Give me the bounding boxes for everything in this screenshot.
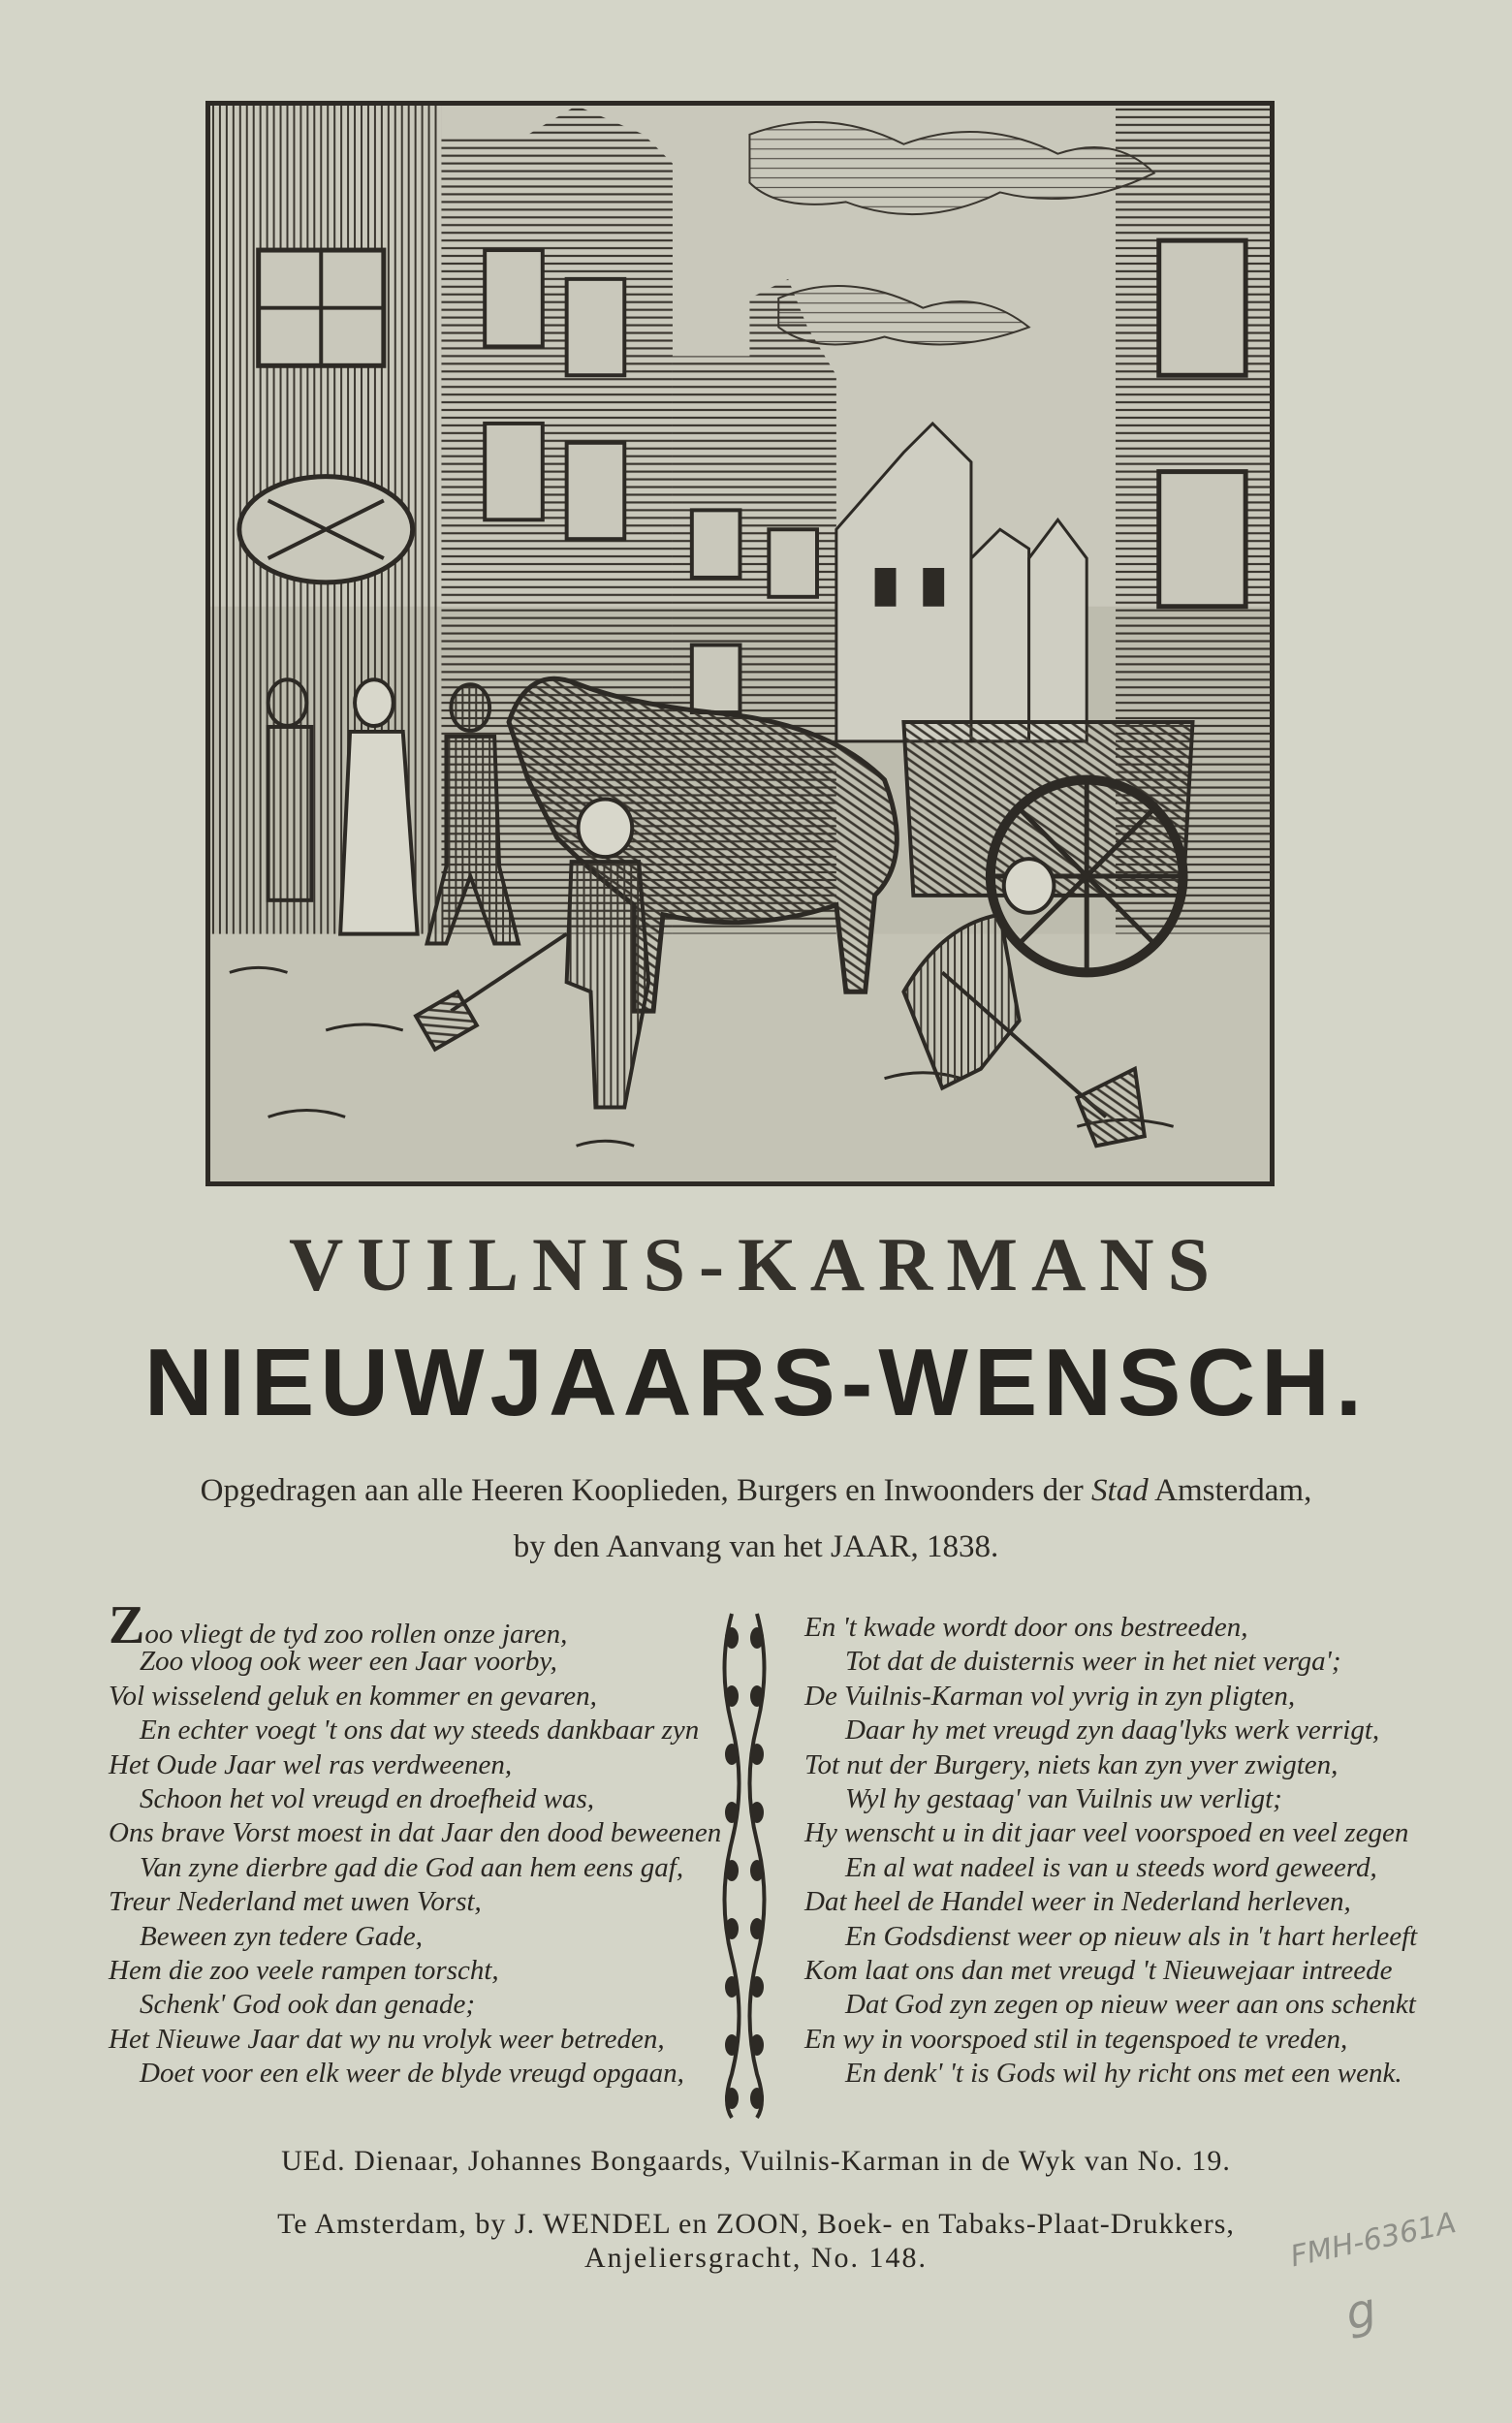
poem-line: En al wat nadeel is van u steeds word geweerd,	[845, 1851, 1377, 1883]
dedication-text: Opgedragen aan alle Heeren Kooplieden, Burgers en Inwoonders der	[200, 1473, 1084, 1508]
poem-line: Hem die zoo veele rampen torscht,	[109, 1954, 499, 1986]
poem-line: Hy wenscht u in dit jaar veel voorspoed en veel zegen	[804, 1817, 1409, 1849]
title-vuilnis-karmans: VUILNIS-KARMANS	[288, 1222, 1224, 1306]
poem-line: En echter voegt 't ons dat wy steeds dankbaar zyn	[140, 1715, 700, 1746]
poem-line: En wy in voorspoed stil in tegenspoed te vreden,	[804, 2023, 1348, 2055]
poem-line: En 't kwade wordt door ons bestreeden,	[804, 1612, 1248, 1643]
poem-line: Dat heel de Handel weer in Nederland herleven,	[804, 1886, 1351, 1918]
poem-line: En denk' 't is Gods wil hy richt ons met een wenk.	[845, 2058, 1402, 2090]
dedication-city: Amsterdam,	[1154, 1473, 1312, 1508]
poem-right-column	[804, 1611, 1418, 2091]
poem-line: Treur Nederland met uwen Vorst,	[109, 1886, 482, 1918]
poem-line: Van zyne dierbre gad die God aan hem eens gaf,	[140, 1851, 684, 1883]
poem-line: Tot dat de duisternis weer in het niet verga';	[845, 1646, 1341, 1678]
poem-line: Wyl hy gestaag' van Vuilnis uw verligt;	[845, 1782, 1282, 1814]
woodcut-illustration	[205, 101, 1275, 1186]
printer-imprint-line1: Te Amsterdam, by J. WENDEL en ZOON, Boek- en Tabaks-Plaat-Drukkers,	[277, 2208, 1235, 2240]
poem-line: Zoo vloog ook weer een Jaar voorby,	[140, 1646, 557, 1678]
poem-line: Beween zyn tedere Gade,	[140, 1920, 424, 1952]
poem-line: Het Nieuwe Jaar dat wy nu vrolyk weer betreden,	[109, 2023, 665, 2055]
printer-imprint-line2: Anjeliersgracht, No. 148.	[583, 2242, 929, 2274]
dedication-italic-word: Stad	[1091, 1473, 1149, 1508]
poem-line: Kom laat ons dan met vreugd 't Nieuwejaar intreede	[804, 1954, 1393, 1986]
poem-line: En Godsdienst weer op nieuw als in 't hart herleeft	[845, 1920, 1418, 1952]
signature-line: UEd. Dienaar, Johannes Bongaards, Vuilnis-Karman in de Wyk van No. 19.	[281, 2145, 1231, 2177]
poem-line: Daar hy met vreugd zyn daag'lyks werk verrigt,	[845, 1715, 1380, 1746]
pencil-inventory-note	[1279, 2181, 1473, 2375]
initial-letter: Z	[109, 1595, 145, 1655]
street-scene-image	[210, 106, 1270, 1181]
poem-line: Zoo vliegt de tyd zoo rollen onze jaren,	[109, 1595, 568, 1655]
poem-line: Tot nut der Burgery, niets kan zyn yver zwigten,	[804, 1748, 1339, 1780]
poem-left-column	[109, 1595, 722, 2091]
poem-line: De Vuilnis-Karman vol yvrig in zyn pligten,	[804, 1680, 1296, 1712]
dedication-line	[0, 1473, 1512, 1509]
poem-line: Ons brave Vorst moest in dat Jaar den dood beweenen	[109, 1817, 722, 1849]
vine-ornament-divider	[712, 1609, 776, 2123]
poem-line: Dat God zyn zegen op nieuw weer aan ons schenkt	[845, 1989, 1416, 2021]
title-nieuwjaars-wensch: NIEUWJAARS-WENSCH.	[143, 1329, 1369, 1435]
pencil-note-line2: g	[1340, 2281, 1381, 2342]
poem-line: Schenk' God ook dan genade;	[140, 1989, 476, 2021]
poem-line: Schoon het vol vreugd en droefheid was,	[140, 1782, 594, 1814]
poem-line: Het Oude Jaar wel ras verdweenen,	[109, 1748, 513, 1780]
year-line: by den Aanvang van het JAAR, 1838.	[513, 1529, 999, 1564]
pencil-note-line1: FMH-6361A	[1287, 2206, 1460, 2275]
poem-line: Doet voor een elk weer de blyde vreugd opgaan,	[140, 2058, 684, 2090]
poem-line: Vol wisselend geluk en kommer en gevaren,	[109, 1680, 597, 1712]
